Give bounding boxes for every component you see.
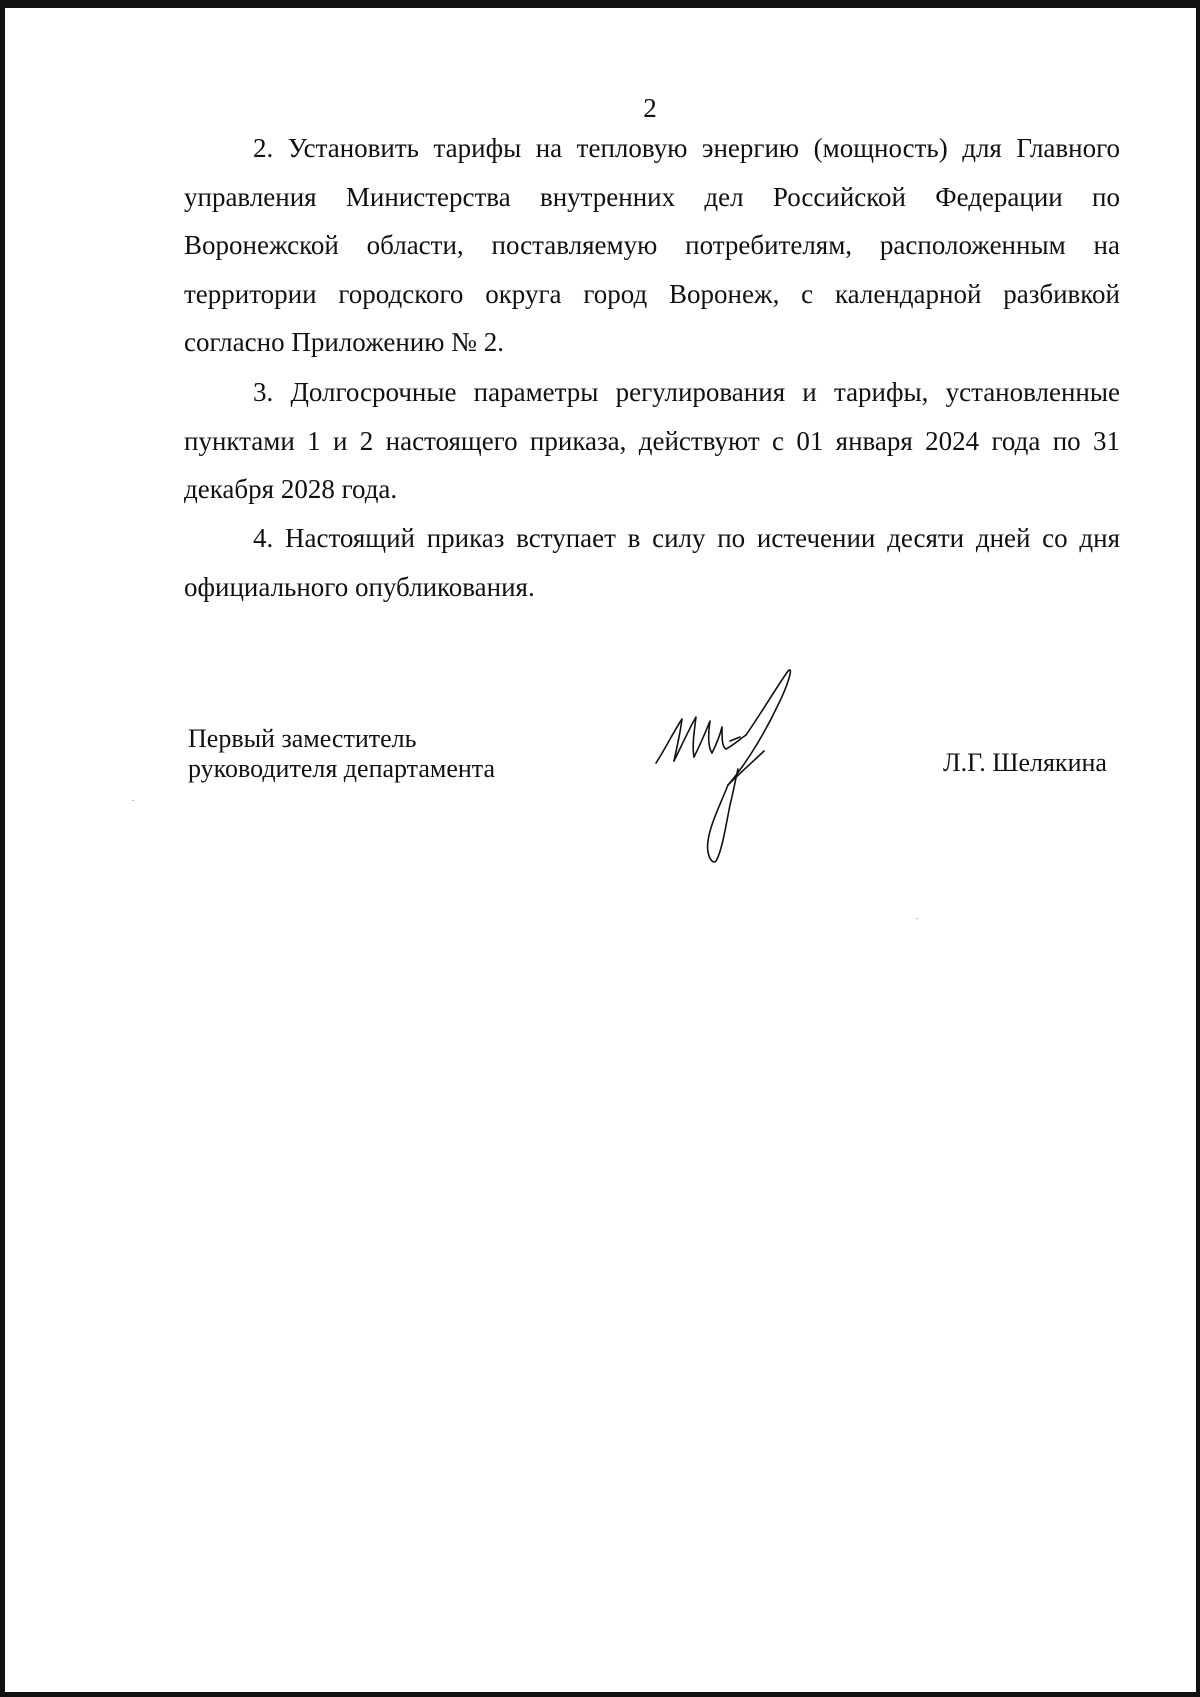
paragraph-item-4: 4. Настоящий приказ вступает в силу по истечении десяти дней со дня официального опубликования. <box>184 523 1120 602</box>
signer-title-line-1: Первый заместитель <box>188 724 417 753</box>
scan-speck <box>132 800 134 801</box>
signer-title-line-2: руководителя департамента <box>188 754 496 783</box>
scan-speck <box>916 918 918 919</box>
signer-title <box>188 724 495 784</box>
page-number: 2 <box>643 93 657 123</box>
paragraph-item-2: 2. Установить тарифы на тепловую энергию (мощность) для Главного управления Министерства внутренних дел Российской Федерации по Воронежской области, поставляемую потребителям, расположенным на территории городского округа город Воронеж, с календарной разбивкой согласно Приложению № 2. <box>184 133 1120 358</box>
paragraph-item-3: 3. Долгосрочные параметры регулирования и тарифы, установленные пунктами 1 и 2 настоящего приказа, действуют с 01 января 2024 года по 31 декабря 2028 года. <box>184 377 1120 505</box>
signer-name: Л.Г. Шелякина <box>943 748 1107 777</box>
handwritten-signature <box>650 665 830 875</box>
